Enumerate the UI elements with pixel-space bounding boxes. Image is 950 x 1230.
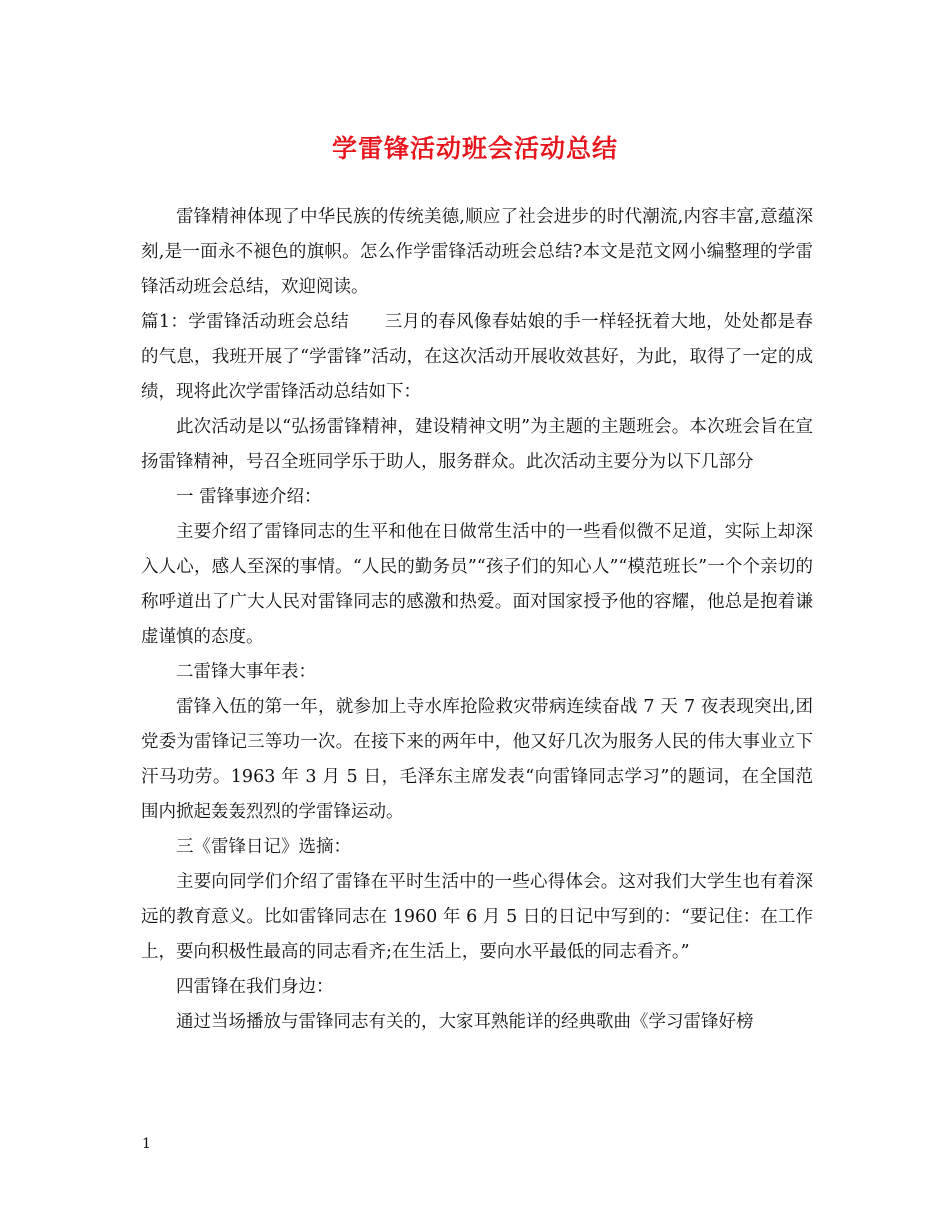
body-paragraph: 二雷锋大事年表： xyxy=(176,662,316,682)
body-paragraph: 此次活动是以“弘扬雷锋精神，建设精神文明”为主题的主题班会。本次班会旨在宣扬雷锋精神，号召全班同学乐于助人，服务群众。此次活动主要分为以下几部分 xyxy=(141,417,813,472)
body-paragraph: 篇1：学雷锋活动班会总结 三月的春风像春姑娘的手一样轻抚着大地，处处都是春的气息，我班开展了“学雷锋”活动，在这次活动开展收效甚好，为此，取得了一定的成绩，现将此次学雷锋活动总结如下： xyxy=(141,312,813,402)
body-paragraph: 雷锋入伍的第一年，就参加上寺水库抢险救灾带病连续奋战 7 天 7 夜表现突出,团党委为雷锋记三等功一次。在接下来的两年中，他又好几次为服务人民的伟大事业立下汗马功劳。1963 年 3 月 5 日，毛泽东主席发表“向雷锋同志学习”的题词，在全国范围内掀起轰轰烈烈的学雷锋运动。 xyxy=(141,697,813,822)
body-paragraph: 通过当场播放与雷锋同志有关的，大家耳熟能详的经典歌曲《学习雷锋好榜 xyxy=(176,1012,754,1032)
body-paragraph: 四雷锋在我们身边： xyxy=(176,977,334,997)
body-paragraph: 主要介绍了雷锋同志的生平和他在日做常生活中的一些看似微不足道，实际上却深入人心，感人至深的事情。“人民的勤务员”“孩子们的知心人”“模范班长”一个个亲切的称呼道出了广大人民对雷锋同志的感激和热爱。面对国家授予他的容耀，他总是抱着谦虚谨慎的态度。 xyxy=(141,522,813,647)
document-body xyxy=(141,200,813,1040)
page-number: 1 xyxy=(142,1136,151,1152)
body-paragraph: 主要向同学们介绍了雷锋在平时生活中的一些心得体会。这对我们大学生也有着深远的教育意义。比如雷锋同志在 1960 年 6 月 5 日的日记中写到的：“要记住：在工作上，要向积极性最高的同志看齐;在生活上，要向水平最低的同志看齐。” xyxy=(141,872,813,962)
body-paragraph: 雷锋精神体现了中华民族的传统美德,顺应了社会进步的时代潮流,内容丰富,意蕴深刻,是一面永不褪色的旗帜。怎么作学雷锋活动班会总结?本文是范文网小编整理的学雷锋活动班会总结，欢迎阅读。 xyxy=(141,207,813,297)
document-title: 学雷锋活动班会活动总结 xyxy=(331,134,618,163)
body-paragraph: 三《雷锋日记》选摘： xyxy=(176,837,351,857)
body-paragraph: 一 雷锋事迹介绍： xyxy=(176,487,322,507)
